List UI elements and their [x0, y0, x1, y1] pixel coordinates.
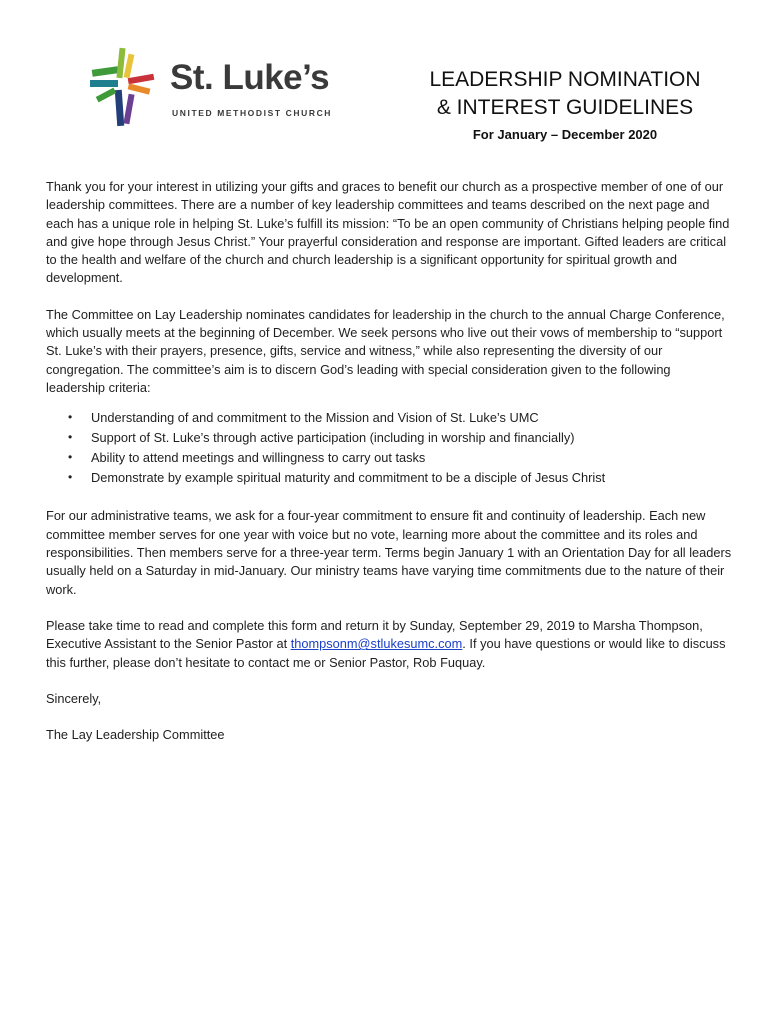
letter-body [46, 178, 732, 762]
bullet-icon: • [68, 410, 73, 425]
church-name: St. Luke’s [170, 58, 330, 97]
list-item [46, 428, 732, 448]
return-form-text-end: . If you have questions or would like to discuss this further, please don’t hesitate to contact me or Senior Pastor, Rob Fuquay. [46, 636, 726, 670]
list-item [46, 408, 732, 428]
closing-sincerely: Sincerely, [46, 690, 102, 706]
bullet-icon: • [68, 469, 73, 484]
paragraph-committee: The Committee on Lay Leadership nominates candidates for leadership in the church to the annual Charge Conference, which usually meets at the beginning of December. We seek persons who live out their vows of membership to “support St. Luke’s with their prayers, presence, gifts, service and witness,” while also representing the diversity of our congregation. The committee’s aim is to discern God’s leading with special consideration given to the following leadership criteria: [46, 306, 725, 395]
criteria-text: Demonstrate by example spiritual maturity and commitment to be a disciple of Jesus Christ [91, 469, 606, 485]
signature: The Lay Leadership Committee [46, 726, 225, 742]
email-link[interactable]: thompsonm@stlukesumc.com [290, 636, 463, 652]
list-item [46, 468, 732, 488]
title-line-2: & INTEREST GUIDELINES [436, 96, 694, 119]
list-item [46, 448, 732, 468]
church-logo [88, 46, 358, 130]
bullet-icon: • [68, 449, 73, 464]
criteria-text: Ability to attend meetings and willingness to carry out tasks [91, 449, 426, 465]
paragraph-return-form [46, 617, 732, 672]
criteria-list [46, 408, 732, 487]
bullet-icon: • [68, 430, 73, 445]
cross-logo-icon [88, 46, 158, 130]
criteria-text: Understanding of and commitment to the Mission and Vision of St. Luke’s UMC [91, 410, 539, 426]
criteria-text: Support of St. Luke’s through active participation (including in worship and financially) [91, 430, 575, 446]
document-title-block [400, 66, 730, 142]
church-subtitle: UNITED METHODIST CHURCH [172, 108, 333, 118]
title-line-1: LEADERSHIP NOMINATION [429, 68, 701, 91]
paragraph-commitment: For our administrative teams, we ask for a four-year commitment to ensure fit and continuity of leadership. Each new committee member serves for one year with voice but no vote, learning more about the committee and its roles and responsibilities. Then members serve for a three-year term. Terms begin January 1 with an Orientation Day for all leaders usually held on a Saturday in mid-January. Our ministry teams have varying time commitments due to the nature of their work. [46, 508, 732, 597]
date-range-subtitle: For January – December 2020 [472, 127, 658, 142]
return-form-text: Please take time to read and complete this form and return it by Sunday, September 29, 2019 to Marsha Thompson, Executive Assistant to the Senior Pastor at [46, 617, 703, 652]
paragraph-intro: Thank you for your interest in utilizing your gifts and graces to benefit our church as a prospective member of one of our leadership committees. There are a number of key leadership committees and teams described on the next page and each has a unique role in helping St. Luke’s fulfill its mission: “To be an open community of Christians helping people find and give hope through Jesus Christ.” Your prayerful consideration and response are important. Gifted leaders are critical to the health and welfare of the church and church leadership is a significant opportunity for spiritual growth and development. [46, 179, 730, 286]
